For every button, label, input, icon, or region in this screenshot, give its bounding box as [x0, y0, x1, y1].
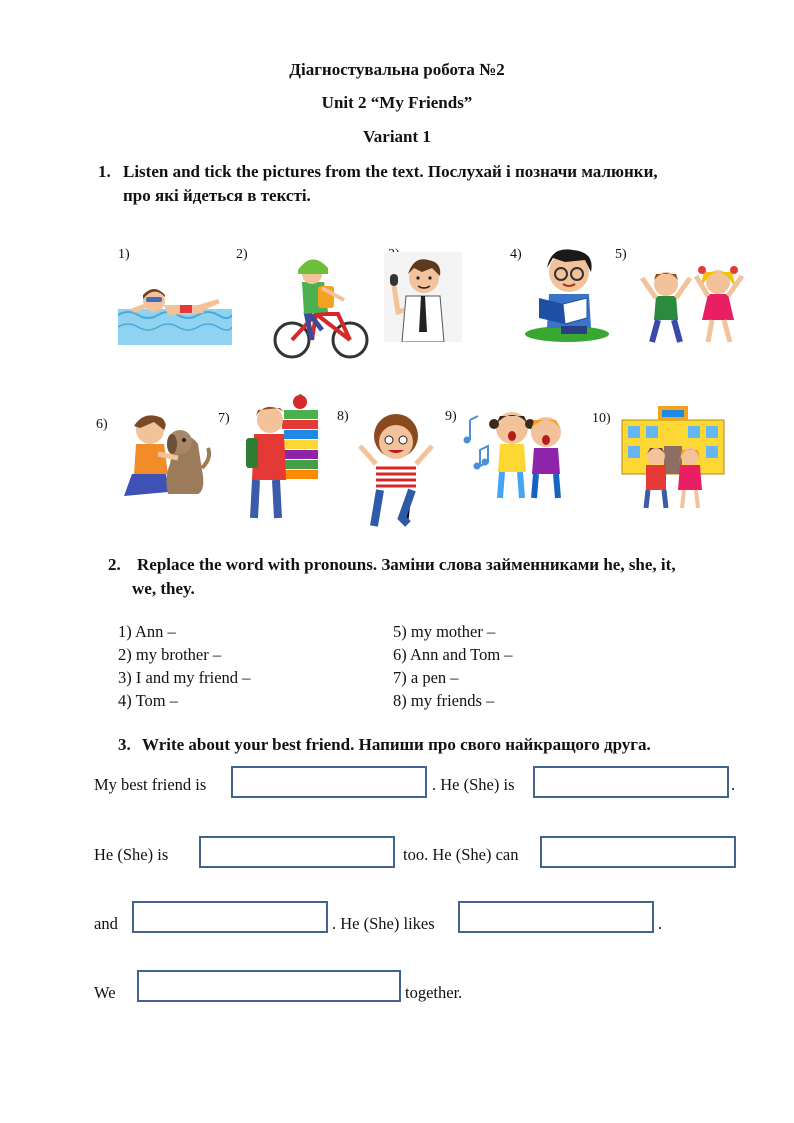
picture-label-7: 7) — [218, 411, 230, 426]
reading-boy-icon[interactable] — [525, 246, 609, 344]
sentence-3-start: and — [94, 914, 118, 933]
pronoun-item-2: 2) my brother – — [118, 645, 222, 664]
task-1-number: 1. — [98, 162, 111, 181]
pronoun-item-4: 4) Tom – — [118, 691, 178, 710]
sentence-1-start: My best friend is — [94, 775, 207, 794]
friend-description-input[interactable] — [199, 836, 395, 868]
boy-with-books-icon[interactable] — [244, 394, 324, 524]
friend-ability-input[interactable] — [540, 836, 736, 868]
friend-likes-input[interactable] — [458, 901, 654, 933]
picture-label-5: 5) — [615, 247, 627, 262]
picture-label-1: 1) — [118, 247, 130, 262]
pronoun-item-6: 6) Ann and Tom – — [393, 645, 513, 664]
pronoun-item-7: 7) a pen – — [393, 668, 459, 687]
school-kids-icon[interactable] — [618, 402, 728, 510]
task-1-line-1: Listen and tick the pictures from the text. Послухай і позначи малюнки, — [123, 162, 658, 181]
sentence-1-middle: . He (She) is — [432, 775, 515, 794]
sentence-1-end: . — [731, 775, 736, 794]
picture-label-2: 2) — [236, 247, 248, 262]
sentence-4-end: together. — [405, 983, 463, 1002]
sentence-3-middle: . He (She) likes — [332, 914, 435, 933]
unit-title: Unit 2 “My Friends” — [321, 93, 473, 112]
picture-label-9: 9) — [445, 409, 457, 424]
swimming-boy-icon[interactable] — [118, 275, 232, 347]
picture-label-10: 10) — [592, 411, 611, 426]
pronoun-item-8: 8) my friends – — [393, 691, 495, 710]
task-3-number: 3. — [118, 735, 131, 754]
task-1-line-2: про які йдеться в тексті. — [123, 186, 311, 205]
variant-title: Variant 1 — [363, 127, 431, 146]
boy-with-dog-icon[interactable] — [118, 408, 214, 502]
sentence-4-start: We — [94, 983, 116, 1002]
sentence-2-middle: too. He (She) can — [403, 845, 519, 864]
task-2-line-1: Replace the word with pronouns. Заміни слова займенниками he, she, it, — [137, 555, 676, 574]
friend-age-input[interactable] — [533, 766, 729, 798]
task-3-title: Write about your best friend. Напиши про свого найкращого друга. — [142, 735, 651, 754]
task-2-number: 2. — [108, 555, 121, 574]
task-2-line-2: we, they. — [132, 579, 195, 598]
singing-kids-icon[interactable] — [462, 400, 570, 502]
worksheet-title: Діагностувальна робота №2 — [289, 60, 505, 79]
pronoun-item-3: 3) I and my friend – — [118, 668, 251, 687]
together-activity-input[interactable] — [137, 970, 401, 1002]
pronoun-item-1: 1) Ann – — [118, 622, 176, 641]
picture-label-4: 4) — [510, 247, 522, 262]
reporter-boy-icon[interactable] — [384, 252, 462, 342]
cycling-girl-icon[interactable] — [272, 252, 372, 362]
pronoun-item-5: 5) my mother – — [393, 622, 496, 641]
best-friend-name-input[interactable] — [231, 766, 427, 798]
jumping-kids-icon[interactable] — [636, 258, 746, 350]
friend-ability-2-input[interactable] — [132, 901, 328, 933]
picture-label-6: 6) — [96, 417, 108, 432]
picture-label-8: 8) — [337, 409, 349, 424]
sentence-3-end: . — [658, 914, 663, 933]
sentence-2-start: He (She) is — [94, 845, 169, 864]
funny-boy-icon[interactable] — [356, 406, 436, 532]
